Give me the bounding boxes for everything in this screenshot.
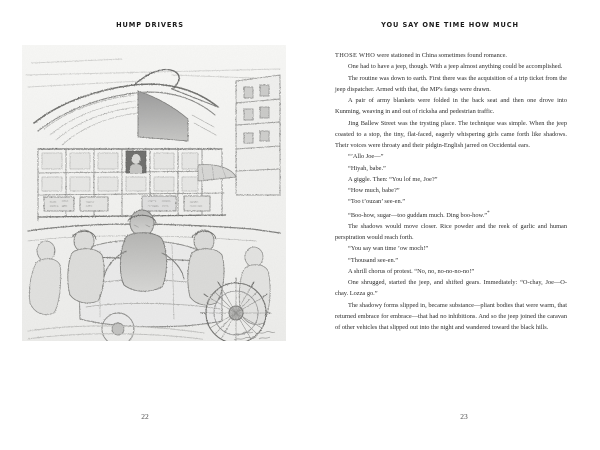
dialogue-line: “Thousand see-en.” — [348, 256, 399, 264]
dialogue-line: “You say wan time ’ow moch!” — [348, 245, 429, 253]
left-page-number: 22 — [141, 412, 149, 421]
dialogue-line: “How much, babe?” — [348, 187, 400, 194]
dialogue-line-with-footnote — [335, 208, 567, 221]
paragraph: The shadowy forms slipped in, became substance—pliant bodies that were warm, that returned embrace for embrace—that had no inhibitions. And so the jeep joined the caravan of other vehicles that slipped out into the night and wandered toward the black hills. — [335, 301, 567, 332]
illustration-pencil-sketch — [22, 45, 286, 341]
paragraph: The routine was down to earth. First there was the acquisition of a trip ticket from the jeep dispatcher. Armed with that, the MP's fangs were drawn. — [335, 74, 567, 93]
paragraph-opening — [335, 50, 567, 61]
body-text-column — [335, 50, 567, 333]
right-page-number: 23 — [460, 412, 468, 421]
left-running-head: HUMP DRIVERS — [116, 21, 184, 29]
right-page — [300, 0, 600, 450]
dialogue-line: “Too t’ouzan’ see-en.” — [348, 198, 406, 206]
dialogue-line: A giggle. Then: “You lof me, Joe?” — [348, 175, 438, 183]
dialogue-line: A shrill chorus of protest. “No, no, no-no-no-no!” — [348, 267, 475, 275]
dialogue-line: “’Allo Joe—” — [348, 153, 384, 161]
dialogue-line: “Hiyah, babe.” — [348, 164, 386, 172]
paragraph: One had to have a jeep, though. With a jeep almost anything could be accomplished. — [348, 63, 563, 71]
right-running-head: YOU SAY ONE TIME HOW MUCH — [381, 21, 519, 29]
paragraph: Jing Ballew Street was the trysting place. The technique was simple. When the jeep coasted to a stop, the tiny, flat-faced, eagerly whispering girls came forth like shadows. Their voices were throaty and their pidgin-English jarred on Occidental ears. — [335, 119, 567, 149]
paragraph: A pair of army blankets were folded in the back seat and then one drove into Kunming, weaving in and out of ricksha and pedestrian traffic. — [335, 97, 567, 116]
paragraph: One shrugged, started the jeep, and shifted gears. Immediately: “O-chay, Joe—O-chay. Lozza go.” — [335, 279, 567, 298]
opening-rest: were stationed in China sometimes found romance. — [375, 52, 507, 59]
paragraph: The shadows would move closer. Rice powder and the reek of garlic and human perspiration would reach forth. — [335, 222, 567, 242]
dialogue-text: “Boo-how, sugar—too guddam much. Ding boo-how.” — [348, 211, 488, 219]
opening-small-caps: THOSE WHO — [335, 52, 376, 59]
sketch-artwork — [22, 45, 286, 341]
footnote-marker: * — [487, 210, 490, 216]
